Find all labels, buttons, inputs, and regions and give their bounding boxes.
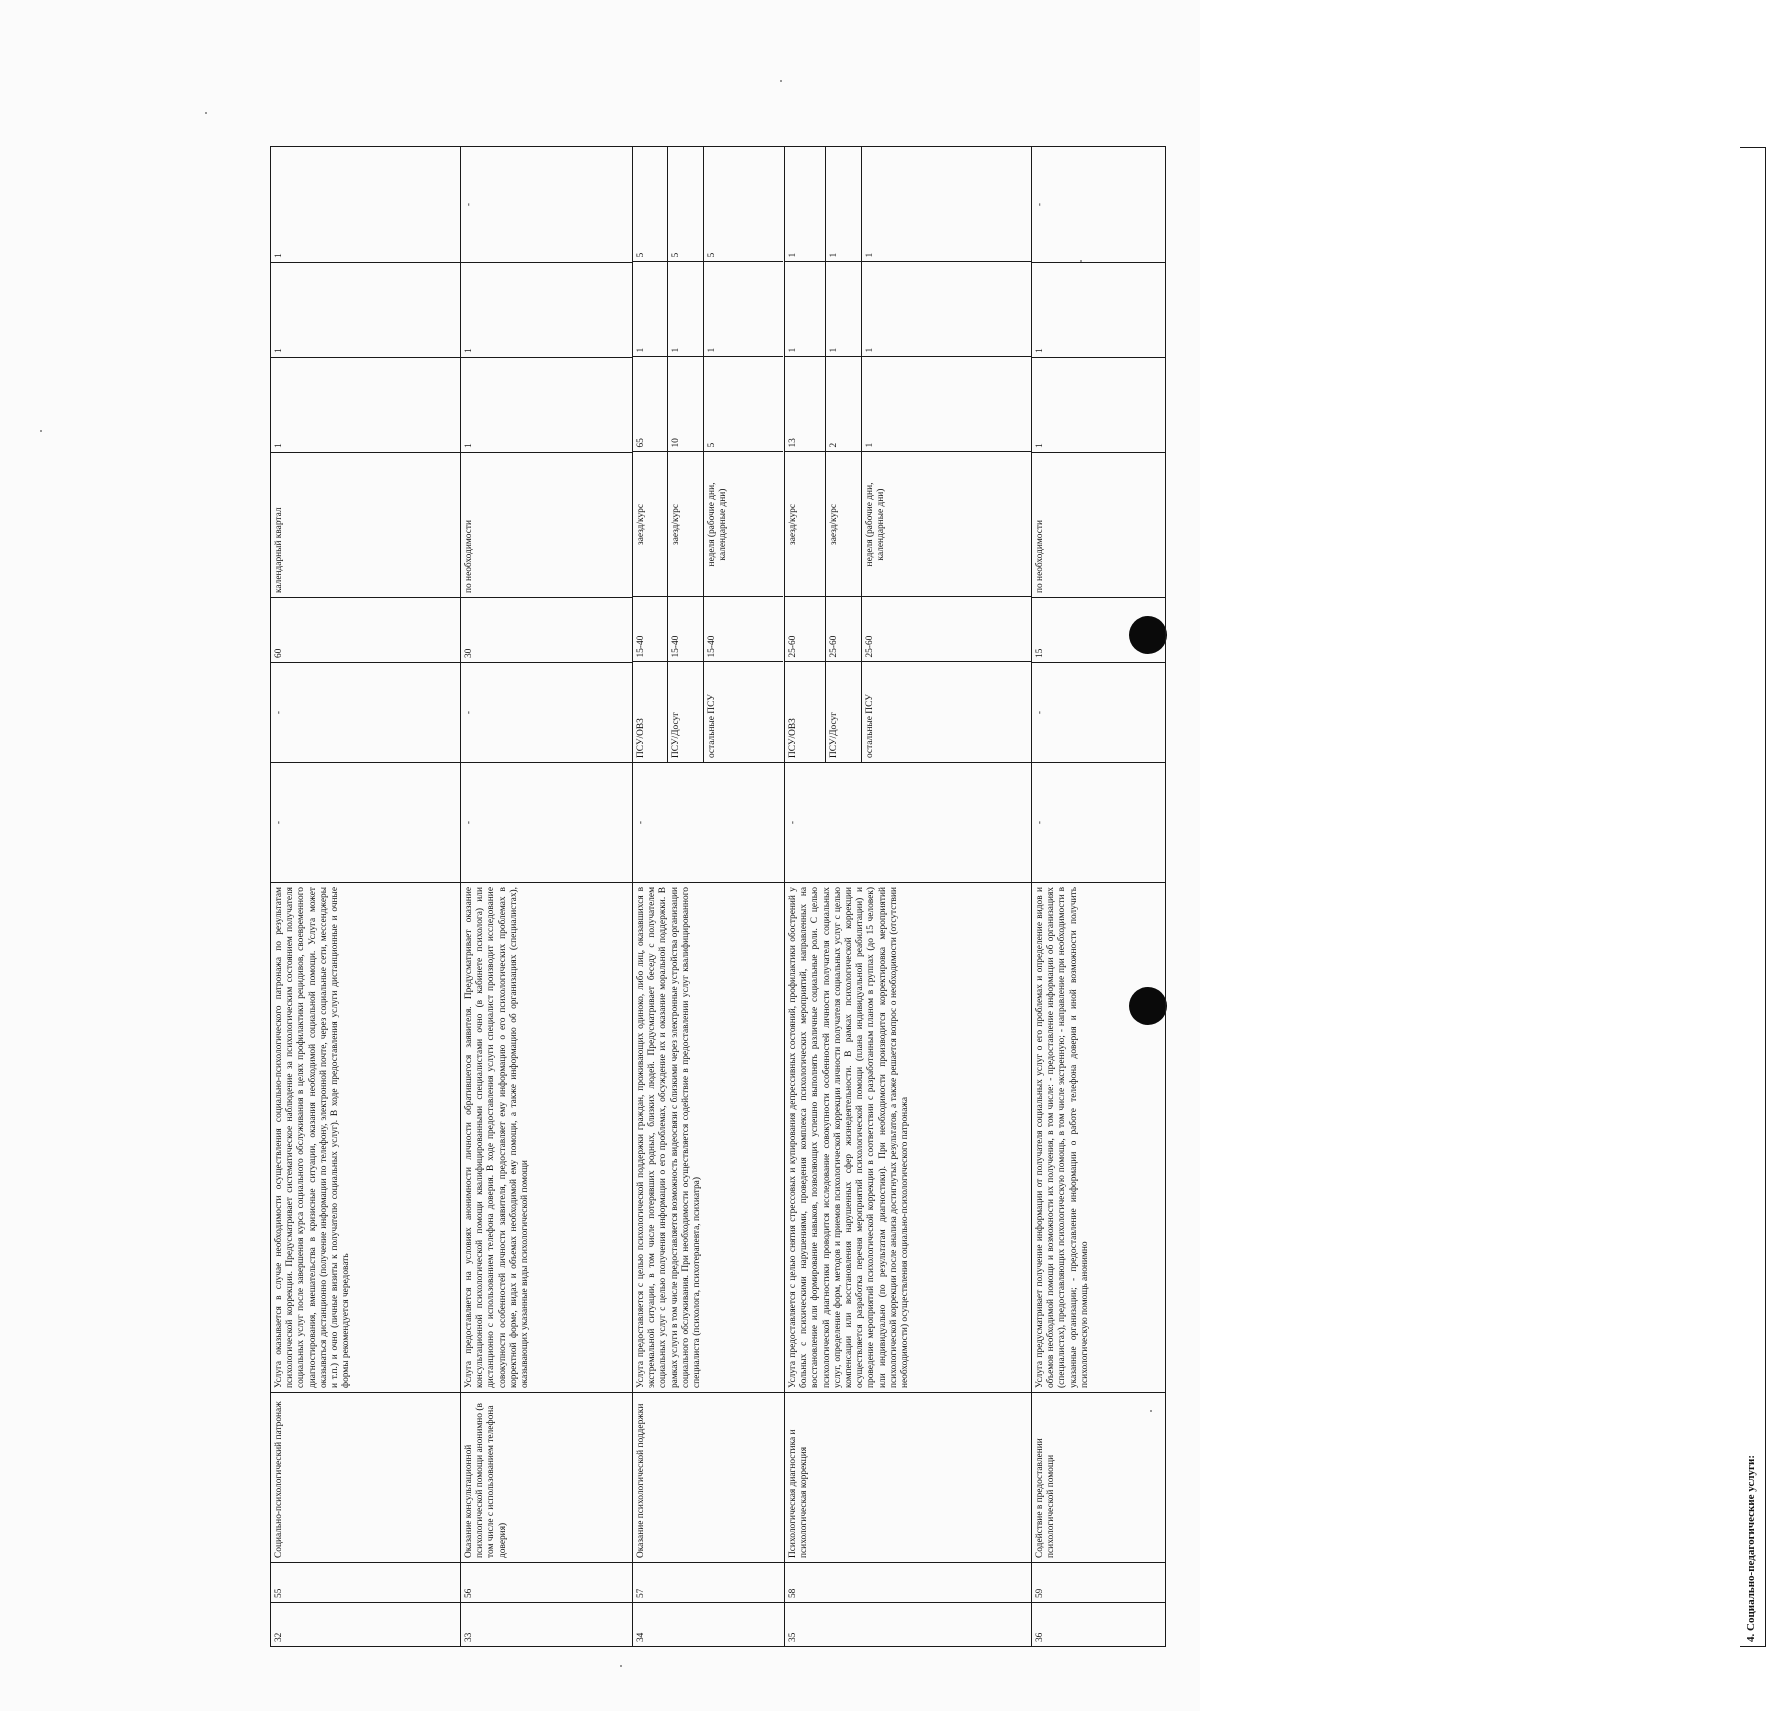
duration-cell: 15-40 (633, 597, 667, 662)
duration-cell: 60 (271, 598, 461, 663)
subrows (633, 147, 785, 763)
service-description: Услуга оказывается в случае необходимости осуществления социально-психологического патронажа по результатам психологической коррекции. Предусматривает систематическое наблюдение за психологическим состоянием получателя социальных услуг после завершения курса социального обслуживания в целях профилактики рецидивов, своевременного диагностирования, вмешательства в кризисные ситуации, оказания необходимой социальной помощи. Услуга может оказываться дистанционно (получение информации по телефону, электронной почте, через социальные сети, мессенджеры и т.п.) и очно (личные визиты к получателю социальных услуг). В ходе предоставления услуги дистанционные и очные формы рекомендуется чередовать (271, 883, 461, 1393)
service-description: Услуга предоставляется с целью психологической поддержки граждан, проживающих одиноко, либо лиц, оказавшихся в экстремальной ситуации, в том числе потерявших родных, близких людей. Предусматривает беседу с получателем социальных услуг с целью получения информации о его проблемах, обсуждение их и оказание моральной поддержки. В рамках услуги в том числе предоставляется возможность видеосвязи с близкими через электронные устройства организации социального обслуживания. При необходимости осуществляется содействие в предоставлении услуг квалифицированного специалиста (психолога, психотерапевта, психиатра) (633, 883, 785, 1393)
subrow (861, 146, 1031, 762)
category-cell: - (633, 763, 785, 883)
per-cell: 1 (633, 262, 667, 357)
unit-cell: по необходимости (461, 453, 633, 598)
per-cell: 1 (1032, 263, 1166, 358)
service-code: 55 (271, 1563, 461, 1603)
per-cell: 1 (785, 262, 825, 357)
table-row (1032, 147, 1166, 1647)
category-cell: - (461, 763, 633, 883)
group-cell: ПСУ/Досуг (667, 662, 703, 762)
section-heading: 4. Социально-педагогические услуги: (1740, 147, 1766, 1647)
amount-cell: 13 (785, 357, 825, 452)
duration-cell: 25-60 (861, 597, 1031, 662)
row-number: 34 (633, 1603, 785, 1647)
row-number: 33 (461, 1603, 633, 1647)
amount-cell: 1 (461, 358, 633, 453)
unit-cell: заезд/курс (785, 452, 825, 597)
service-description: Услуга предусматривает получение информации от получателя социальных услуг о его проблемах и определение видов и объемов необходимой помощи и возможности их получения, в том числе: - предоставление информации об организациях (специалистах), предоставляющих психологическую помощь, в том числе экстренную; - направление при необходимости в указанные организации; - предоставление информации о работе телефона доверия и иной возможности получить психологическую помощь анонимно (1032, 883, 1166, 1393)
service-description: Услуга предоставляется на условиях анонимности личности обратившегося заявителя. Предусматривает оказание консультационной психологической помощи квалифицированными специалистами очно (в кабинете психолога) или дистанционно с использованием телефона доверия. В ходе предоставления услуги специалист производит исследование совокупности особенностей личности заявителя, предоставляет ему информацию о его психологических проблемах в корректной форме, видах и объемах необходимой ему помощи, а также информацию об организациях (специалистах), оказывающих указанные виды психологической помощи (461, 883, 633, 1393)
service-code: 59 (1032, 1563, 1166, 1603)
subrow (703, 146, 783, 762)
total-cell: - (1032, 147, 1166, 263)
group-cell: - (271, 663, 461, 763)
duration-cell: 15-40 (703, 597, 783, 662)
unit-cell: неделя (рабочие дни, календарные дни) (861, 452, 1031, 597)
scan-speck (40, 430, 42, 432)
subrow (785, 146, 825, 762)
total-cell: - (461, 147, 633, 263)
unit-cell: заезд/курс (633, 452, 667, 597)
scan-speck (620, 1665, 622, 1667)
subrow (633, 146, 667, 762)
per-cell: 1 (825, 262, 861, 357)
total-cell: 5 (703, 146, 783, 262)
total-cell: 1 (861, 146, 1031, 262)
per-cell: 1 (861, 262, 1031, 357)
group-cell: - (461, 663, 633, 763)
subrows (785, 147, 1032, 763)
unit-cell: заезд/курс (667, 452, 703, 597)
category-cell: - (1032, 763, 1166, 883)
amount-cell: 5 (703, 357, 783, 452)
unit-cell: заезд/курс (825, 452, 861, 597)
amount-cell: 1 (1032, 358, 1166, 453)
row-number: 35 (785, 1603, 1032, 1647)
per-cell: 1 (703, 262, 783, 357)
row-number: 36 (1032, 1603, 1166, 1647)
per-cell: 1 (461, 263, 633, 358)
amount-cell: 1 (271, 358, 461, 453)
duration-cell: 25-60 (785, 597, 825, 662)
group-cell: - (1032, 663, 1166, 763)
per-cell: 1 (667, 262, 703, 357)
table-row (271, 147, 461, 1647)
duration-cell: 15-40 (667, 597, 703, 662)
service-name: Содействие в предоставлении психологической помощи (1032, 1393, 1166, 1563)
subrow (825, 146, 861, 762)
group-cell: ПСУ/Досуг (825, 662, 861, 762)
table-row (633, 147, 785, 1647)
service-name: Оказание консультационной психологической помощи анонимно (в том числе с использованием телефона доверия) (461, 1393, 633, 1563)
services-table-rotated (270, 147, 1757, 1647)
duration-cell: 25-60 (825, 597, 861, 662)
subrow (667, 146, 703, 762)
service-name: Социально-психологический патронаж (271, 1393, 461, 1563)
service-name: Оказание психологической поддержки (633, 1393, 785, 1563)
total-cell: 5 (633, 146, 667, 262)
service-description: Услуга предоставляется с целью снятия стрессовых и купирования депрессивных состояний, профилактики обострений у больных с психическими нарушениями, проведения комплекса психологических мероприятий, направленных на восстановление или формирование навыков, позволяющих успешно выполнять различные социальные роли. С целью психологической диагностики проводится исследование совокупности особенностей личности получателя социальных услуг, определение форм, методов и приемов психологической коррекции личности получателя социальных услуг с целью компенсации или восстановления нарушенных сфер жизнедеятельности. В рамках психологической коррекции осуществляется разработка перечня мероприятий психологической помощи (плана индивидуальной реабилитации) и проведение мероприятий психологической коррекции в соответствии с разработанным планом в группах (до 15 человек) или индивидуально (по результатам диагностики). При необходимости производится корректировка мероприятий психологической коррекции после анализа достигнутых результатов, а также решается вопрос о необходимости (отсутствии необходимости) осуществления социально-психологического патронажа (785, 883, 1032, 1393)
group-cell: ПСУ/ОВЗ (785, 662, 825, 762)
total-cell: 1 (825, 146, 861, 262)
total-cell: 5 (667, 146, 703, 262)
per-cell: 1 (271, 263, 461, 358)
table-row (461, 147, 633, 1647)
service-code: 57 (633, 1563, 785, 1603)
duration-cell: 30 (461, 598, 633, 663)
unit-cell: календарный квартал (271, 453, 461, 598)
amount-cell: 10 (667, 357, 703, 452)
category-cell: - (271, 763, 461, 883)
unit-cell: неделя (рабочие дни, календарные дни) (703, 452, 783, 597)
table-row (785, 147, 1032, 1647)
service-name: Психологическая диагностика и психологическая коррекция (785, 1393, 1032, 1563)
amount-cell: 2 (825, 357, 861, 452)
duration-cell: 15 (1032, 598, 1166, 663)
unit-cell: по необходимости (1032, 453, 1166, 598)
service-code: 56 (461, 1563, 633, 1603)
subrow-table (785, 146, 1031, 762)
subrow-table (633, 146, 783, 762)
group-cell: ПСУ/ОВЗ (633, 662, 667, 762)
group-cell: остальные ПСУ (864, 694, 875, 758)
total-cell: 1 (271, 147, 461, 263)
total-cell: 1 (785, 146, 825, 262)
scan-speck (780, 80, 782, 82)
row-number: 32 (271, 1603, 461, 1647)
service-code: 58 (785, 1563, 1032, 1603)
group-cell: остальные ПСУ (706, 694, 717, 758)
amount-cell: 1 (861, 357, 1031, 452)
amount-cell: 65 (633, 357, 667, 452)
services-table (270, 146, 1166, 1647)
scan-speck (205, 112, 207, 114)
category-cell: - (785, 763, 1032, 883)
